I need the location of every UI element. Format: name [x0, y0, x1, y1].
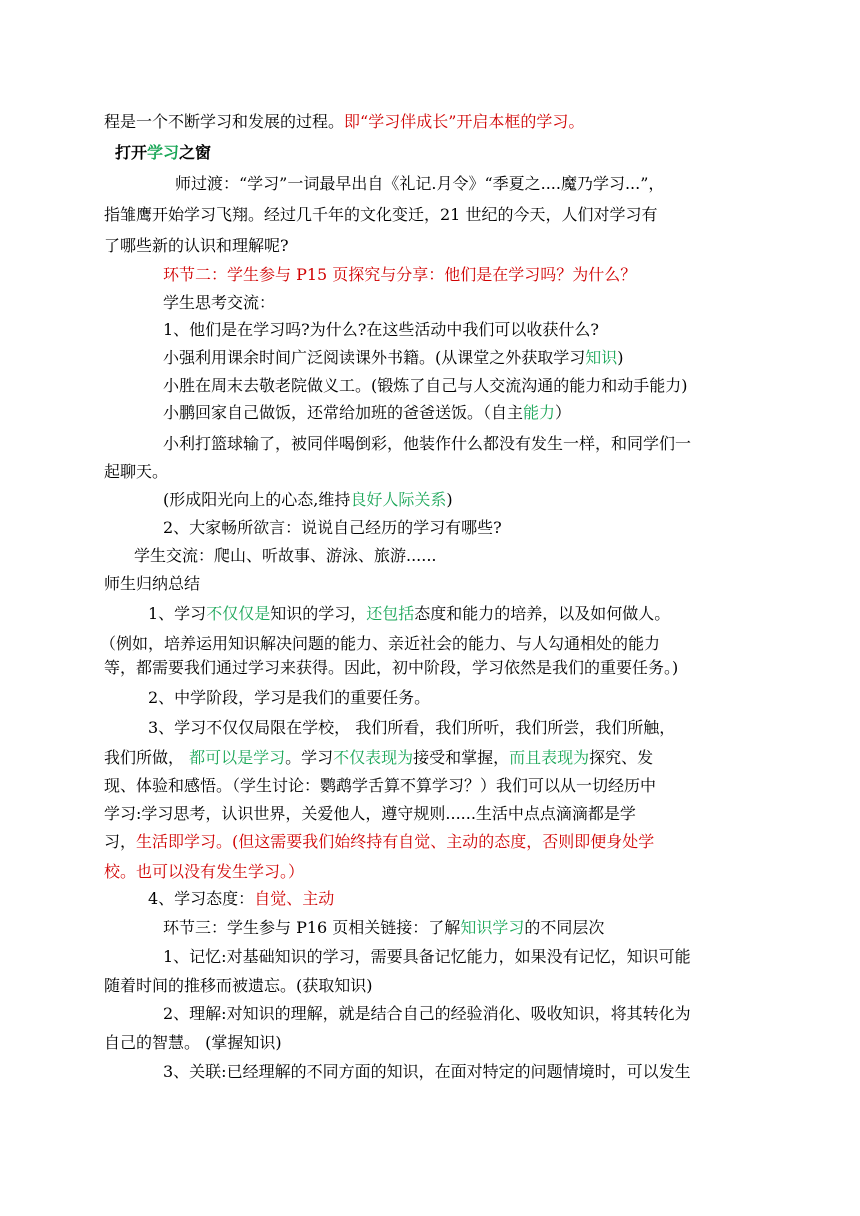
text-line — [104, 574, 200, 594]
text-run: 之窗 — [179, 143, 212, 162]
text-run: (但这需要我们始终持有自觉、主动的态度，否则即便身处学 — [232, 832, 655, 851]
text-line — [163, 265, 636, 285]
text-run: 随着时间的推移而被遗忘。(获取知识) — [104, 976, 373, 995]
text-run: ) — [617, 348, 624, 367]
text-run: 程是一个不断学习和发展的过程。 — [104, 112, 345, 131]
text-run: 师生归纳总结 — [104, 574, 201, 593]
text-line — [163, 947, 691, 967]
text-run: 我们所做， — [104, 748, 190, 767]
text-line — [104, 776, 656, 796]
text-run: 打开 — [115, 143, 148, 162]
text-run: 知识学习 — [460, 918, 525, 937]
text-line — [163, 376, 688, 396]
text-run: 接受和掌握， — [413, 748, 510, 767]
text-line — [148, 718, 675, 738]
text-line — [163, 490, 453, 510]
text-line — [148, 604, 670, 624]
text-line — [148, 688, 430, 708]
text-line — [104, 832, 654, 852]
text-run: 环节二：学生参与 P15 页探究与分享：他们是在学习吗？为什么？ — [163, 265, 637, 284]
text-line — [175, 174, 664, 194]
text-line — [104, 976, 373, 996]
text-run: 即“学习伴成长”开启本框的学习。 — [344, 112, 585, 131]
text-run: 习， — [104, 832, 137, 851]
text-run: 学习:学习思考，认识世界，关爱他人，遵守规则......生活中点点滴滴都是学 — [104, 804, 636, 823]
text-run: 良好人际关系 — [350, 490, 447, 509]
text-line — [163, 434, 691, 454]
text-line — [100, 634, 660, 654]
text-line — [104, 112, 584, 132]
text-run: (形成阳光向上的心态,维持 — [163, 490, 351, 509]
text-run: 态度和能力的培养，以及如何做人。 — [414, 604, 671, 623]
text-line — [163, 348, 624, 368]
text-run: 3、关联:已经理解的不同方面的知识，在面对特定的问题情境时，可以发生 — [163, 1062, 691, 1081]
text-run: 了哪些新的认识和理解呢? — [104, 236, 289, 255]
text-run: 2、理解:对知识的理解，就是结合自己的经验消化、吸收知识，将其转化为 — [163, 1004, 691, 1023]
text-run: 1、记忆:对基础知识的学习，需要具备记忆能力，如果没有记忆，知识可能 — [163, 947, 691, 966]
text-line — [163, 918, 604, 938]
text-run: 起聊天。 — [104, 462, 169, 481]
text-line — [148, 889, 334, 909]
text-run: 校。也可以没有发生学习。） — [104, 862, 305, 881]
text-run: 环节三：学生参与 P16 页相关链接：了解 — [163, 918, 461, 937]
text-run: 学生思考交流： — [163, 293, 276, 312]
text-line — [104, 205, 657, 225]
text-line — [163, 1004, 691, 1024]
text-run: 学习 — [147, 143, 180, 162]
text-run: 生活即学习。 — [136, 832, 233, 851]
text-run: 还包括 — [366, 604, 415, 623]
text-line — [163, 1062, 691, 1082]
text-line — [104, 236, 289, 256]
text-run: 学生交流：爬山、听故事、游泳、旅游...... — [134, 546, 437, 565]
text-line — [104, 658, 678, 678]
text-run: 不仅仅是 — [206, 604, 271, 623]
text-run: 知识 — [585, 348, 618, 367]
text-line — [104, 804, 636, 824]
text-run: 的不同层次 — [524, 918, 605, 937]
text-line — [134, 546, 437, 566]
text-run: 2、大家畅所欲言：说说自己经历的学习有哪些? — [163, 518, 502, 537]
text-run: ) — [446, 490, 453, 509]
text-run: ） — [555, 403, 572, 422]
text-run: 2、中学阶段，学习是我们的重要任务。 — [148, 688, 431, 707]
text-run: 知识的学习， — [270, 604, 367, 623]
text-line — [104, 1033, 282, 1053]
text-run: 小强利用课余时间广泛阅读课外书籍。(从课堂之外获取学习 — [163, 348, 586, 367]
text-run: 不仅表现为 — [333, 748, 414, 767]
text-run: 1、他们是在学习吗?为什么?在这些活动中我们可以收获什么? — [163, 320, 599, 339]
text-run: 小胜在周末去敬老院做义工。(锻炼了自己与人交流沟通的能力和动手能力) — [163, 376, 688, 395]
text-line — [104, 862, 304, 882]
text-run: 自觉、主动 — [254, 889, 335, 908]
text-run: 指雏鹰开始学习飞翔。经过几千年的文化变迁，21 世纪的今天，人们对学习有 — [104, 205, 658, 224]
text-run: 师过渡：“学习”一词最早出自《礼记.月令》“季夏之....魔乃学习...”， — [175, 174, 665, 193]
text-line — [104, 748, 653, 768]
text-run: 自己的智慧。 (掌握知识) — [104, 1033, 282, 1052]
text-line — [163, 293, 275, 313]
text-run: 探究、发 — [589, 748, 654, 767]
text-line — [163, 403, 571, 423]
text-run: 小利打篮球输了，被同伴喝倒彩，他装作什么都没有发生一样，和同学们一 — [163, 434, 692, 453]
text-run: 。学习 — [285, 748, 334, 767]
text-run: 能力 — [523, 403, 556, 422]
section-heading — [115, 143, 211, 163]
text-run: 4、学习态度： — [148, 889, 255, 908]
text-line — [104, 462, 168, 482]
text-run: （例如，培养运用知识解决问题的能力、亲近社会的能力、与人勾通相处的能力 — [100, 634, 661, 653]
text-run: 3、学习不仅仅局限在学校， 我们所看，我们所听，我们所尝，我们所触， — [148, 718, 676, 737]
text-run: 小鹏回家自己做饭，还常给加班的爸爸送饭。（自主 — [163, 403, 524, 422]
text-line — [163, 518, 502, 538]
text-run: 都可以是学习 — [189, 748, 286, 767]
text-run: 而且表现为 — [509, 748, 590, 767]
text-run: 1、学习 — [148, 604, 207, 623]
text-line — [163, 320, 599, 340]
text-run: 等，都需要我们通过学习来获得。因此，初中阶段，学习依然是我们的重要任务。) — [104, 658, 679, 677]
text-run: 现、体验和感悟。（学生讨论：鹦鹉学舌算不算学习？）我们可以从一切经历中 — [104, 776, 657, 795]
